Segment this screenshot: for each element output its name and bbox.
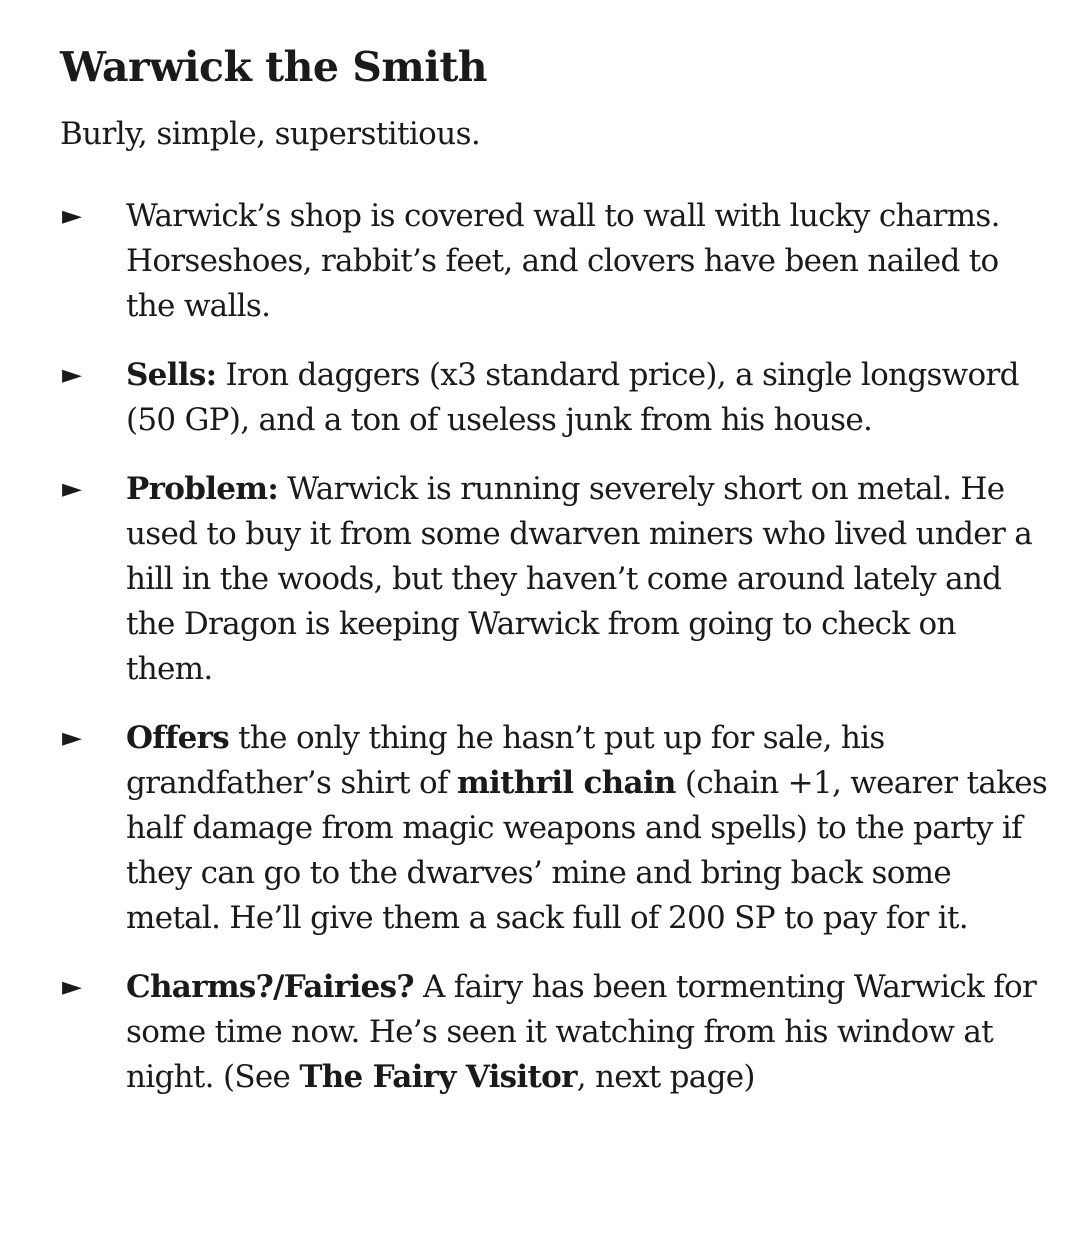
bullet-lead: Problem: (126, 471, 279, 507)
bullet-problem (60, 467, 1048, 692)
bullet-text: the only thing he hasn’t put up for sale, his grandfather’s shirt of (126, 720, 885, 801)
bullet-charms-fairies (60, 965, 1048, 1100)
page-title: Warwick the Smith (60, 43, 488, 91)
bullet-shop-description (60, 194, 1048, 329)
bullet-text: A fairy has been tormenting Warwick for some time now. He’s seen it watching from his window at night. (See (126, 969, 1037, 1095)
bullet-list (60, 194, 1048, 1100)
bullet-sells (60, 353, 1048, 443)
bullet-offers (60, 716, 1048, 941)
bullet-lead: Charms?/Fairies? (126, 969, 414, 1005)
bullet-arrow-icon: ► (62, 360, 82, 390)
bullet-text: (chain +1, wearer takes half damage from magic weapons and spells) to the party if they can go to the dwarves’ mine and bring back some metal. He’ll give them a sack full of 200 SP to pay for it. (126, 765, 1048, 936)
bullet-text: Iron daggers (x3 standard price), a single longsword (50 GP), and a ton of useless junk from his house. (126, 357, 1019, 438)
bullet-text: , next page) (576, 1059, 755, 1095)
bullet-text: Warwick’s shop is covered wall to wall with lucky charms. Horseshoes, rabbit’s feet, and clovers have been nailed to the walls. (126, 198, 1000, 324)
item-name-mithril-chain: mithril chain (456, 765, 676, 801)
bullet-arrow-icon: ► (62, 723, 82, 753)
bullet-text: Warwick is running severely short on metal. He used to buy it from some dwarven miners who lived under a hill in the woods, but they haven’t come around lately and the Dragon is keeping Warwick from going to check on them. (126, 471, 1033, 687)
bullet-lead: Sells: (126, 357, 217, 393)
bullet-arrow-icon: ► (62, 474, 82, 504)
bullet-arrow-icon: ► (62, 201, 82, 231)
cross-reference-fairy-visitor: The Fairy Visitor (299, 1059, 577, 1095)
subtitle: Burly, simple, superstitious. (60, 116, 481, 152)
bullet-lead: Offers (126, 720, 229, 756)
bullet-arrow-icon: ► (62, 972, 82, 1002)
